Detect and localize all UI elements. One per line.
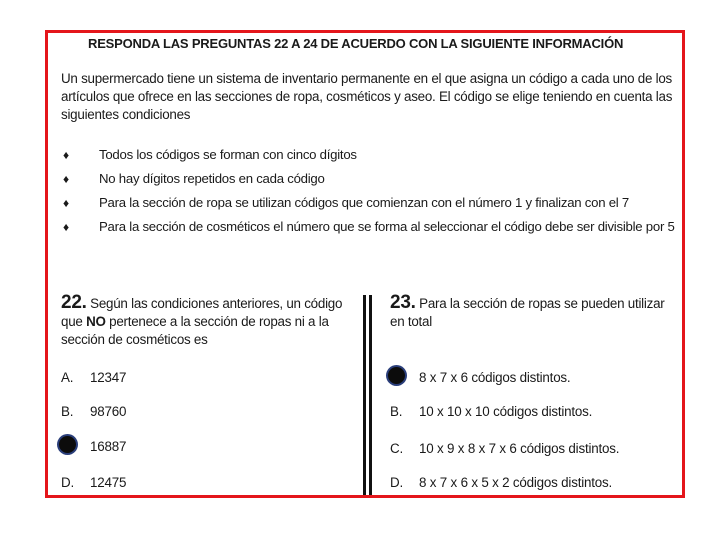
diamond-bullet-icon: ♦: [63, 220, 69, 234]
q22-option-d[interactable]: [61, 474, 126, 492]
q23-option-a[interactable]: [390, 369, 570, 387]
question-23-stem: [390, 294, 682, 331]
option-letter: B.: [61, 404, 74, 419]
question-23-number: 23.: [390, 292, 416, 313]
q23-option-c[interactable]: [390, 440, 619, 458]
question-22-text-a: Según las condiciones anteriores, un código que: [61, 296, 343, 329]
condition-item: [61, 218, 683, 236]
q22-option-b[interactable]: [61, 403, 126, 421]
option-text: 98760: [90, 404, 127, 419]
option-text: 12347: [90, 370, 127, 385]
condition-text: Para la sección de cosméticos el número que se forma al seleccionar el código debe ser divisible por 5: [99, 219, 675, 234]
option-text: 8 x 7 x 6 x 5 x 2 códigos distintos.: [419, 475, 613, 490]
q22-option-a[interactable]: [61, 369, 126, 387]
option-letter: D.: [61, 475, 74, 490]
question-22-stem: [61, 294, 357, 349]
condition-item: [61, 146, 683, 164]
question-22-emphasis: NO: [86, 314, 106, 329]
selected-answer-mark-icon: [388, 367, 405, 384]
question-22-number: 22.: [61, 292, 87, 313]
option-text: 10 x 9 x 8 x 7 x 6 códigos distintos.: [419, 441, 620, 456]
option-letter: D.: [390, 475, 403, 490]
section-heading: RESPONDA LAS PREGUNTAS 22 A 24 DE ACUERDO CON LA SIGUIENTE INFORMACIÓN: [88, 36, 624, 51]
condition-text: No hay dígitos repetidos en cada código: [99, 171, 325, 186]
condition-text: Para la sección de ropa se utilizan códigos que comienzan con el número 1 y finalizan con el 7: [99, 195, 629, 210]
column-divider-left: [363, 295, 366, 495]
option-text: 10 x 10 x 10 códigos distintos.: [419, 404, 593, 419]
option-text: 16887: [90, 439, 127, 454]
intro-paragraph: Un supermercado tiene un sistema de inventario permanente en el que asigna un código a cada uno de los artículos que ofrece en las secciones de ropa, cosméticos y aseo. El código se elige teniendo en cuenta las siguientes condiciones: [61, 71, 673, 122]
conditions-list: [61, 146, 683, 242]
condition-text: Todos los códigos se forman con cinco dígitos: [99, 147, 357, 162]
diamond-bullet-icon: ♦: [63, 172, 69, 186]
condition-item: [61, 194, 683, 212]
option-letter: C.: [390, 441, 403, 456]
question-22-text-b: pertenece a la sección de ropas ni a la sección de cosméticos es: [61, 314, 329, 347]
q23-option-d[interactable]: [390, 474, 612, 492]
option-text: 8 x 7 x 6 códigos distintos.: [419, 370, 571, 385]
diamond-bullet-icon: ♦: [63, 148, 69, 162]
option-letter: B.: [390, 404, 403, 419]
option-letter: A.: [61, 370, 74, 385]
q23-option-b[interactable]: [390, 403, 592, 421]
condition-item: [61, 170, 683, 188]
option-text: 12475: [90, 475, 127, 490]
question-23-text: Para la sección de ropas se pueden utilizar en total: [390, 296, 665, 329]
diamond-bullet-icon: ♦: [63, 196, 69, 210]
selected-answer-mark-icon: [59, 436, 76, 453]
column-divider-right: [369, 295, 372, 495]
